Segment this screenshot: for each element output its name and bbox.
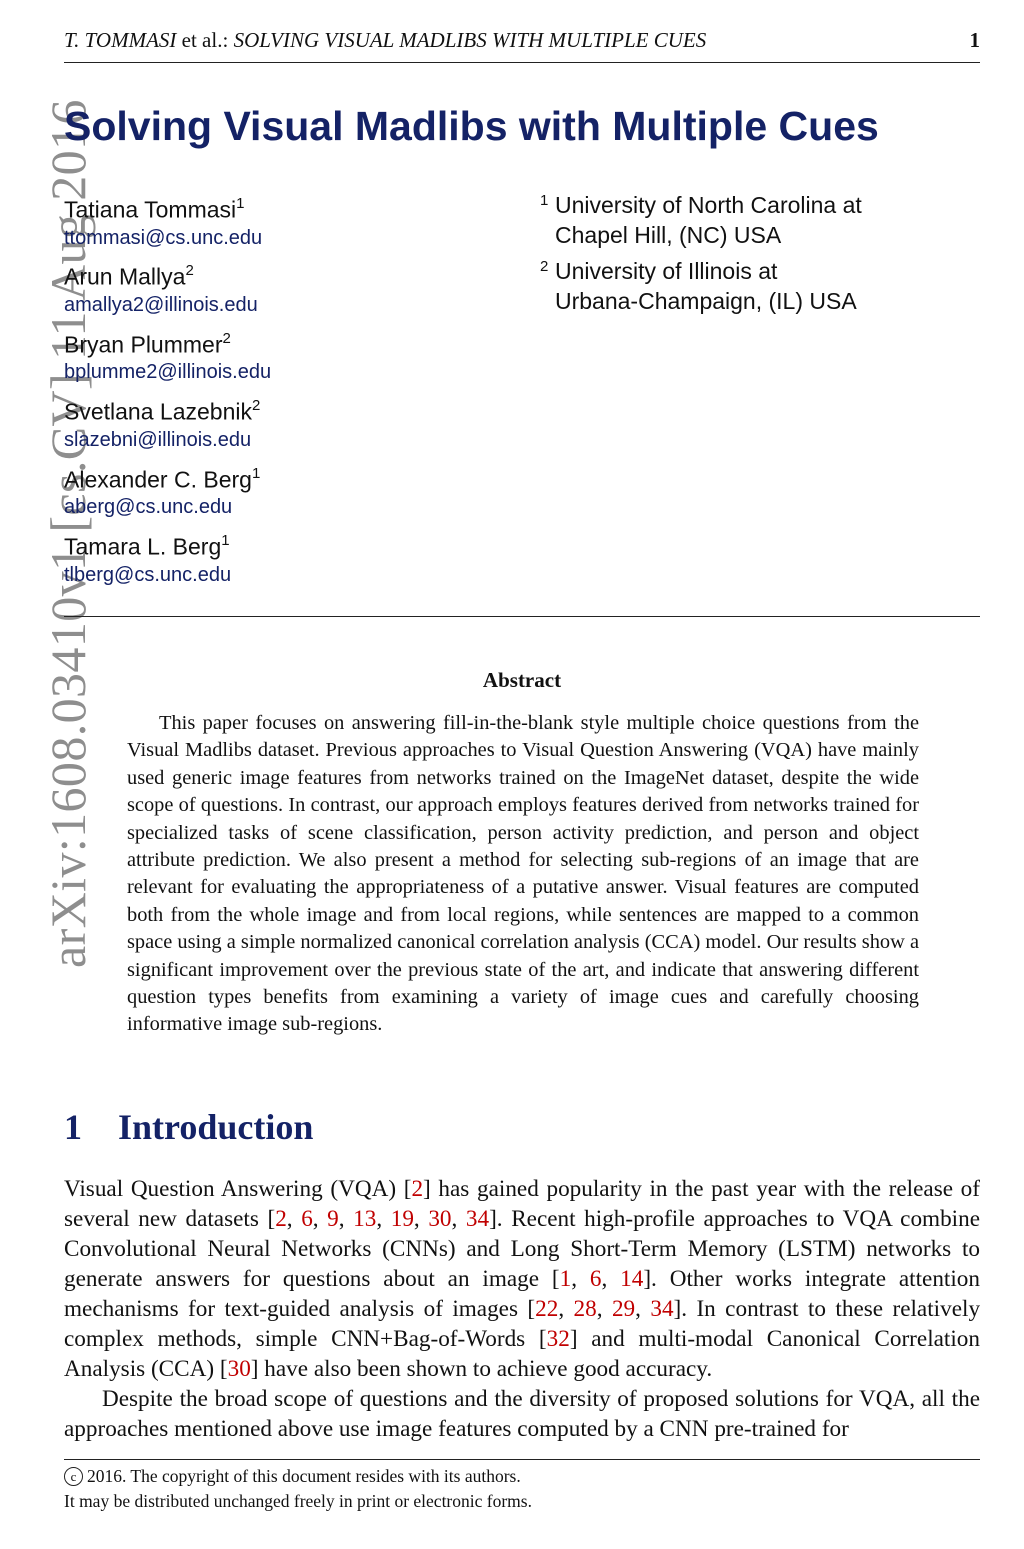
citation-link[interactable]: 14 — [620, 1266, 644, 1292]
citation-link[interactable]: 1 — [559, 1266, 572, 1292]
author-name: Tamara L. Berg$^1$ — [64, 531, 230, 560]
citation-link[interactable]: 34 — [465, 1206, 490, 1232]
citation-link[interactable]: 6 — [589, 1266, 602, 1292]
author-affiliation-mark: 2 — [251, 397, 261, 415]
copyright-footer — [64, 1464, 532, 1514]
author-block — [64, 460, 271, 527]
page-number: 1 — [969, 28, 980, 52]
author-list — [64, 190, 271, 594]
author-affiliation-mark: 1 — [251, 464, 261, 482]
author-affiliation-mark: 2 — [185, 262, 194, 280]
affiliation-line: University of North Carolina at — [555, 192, 862, 218]
header-author: T. TOMMASI — [64, 28, 177, 52]
citation-link[interactable]: 2 — [275, 1206, 287, 1232]
running-title — [64, 28, 706, 53]
affiliation-mark: 1 — [540, 192, 549, 209]
author-affiliation-mark: 2 — [222, 329, 231, 347]
section-title: Introduction — [118, 1107, 314, 1147]
affiliation-line: University of Illinois at — [555, 258, 778, 284]
header-etal: et al.: — [176, 28, 234, 52]
citation-link[interactable]: 19 — [390, 1206, 414, 1232]
paragraph: Despite the broad scope of questions and the diversity of proposed solutions for VQA, all the approaches mentioned above use image features computed by a CNN pre-trained for — [64, 1386, 980, 1442]
copyright-line: c 2016. The copyright of this document resides with its authors. — [64, 1464, 532, 1489]
author-email[interactable]: slazebni@illinois.edu — [64, 428, 252, 451]
section-heading — [64, 1106, 313, 1148]
abstract-heading: Abstract — [482, 668, 562, 692]
citation-link[interactable]: 30 — [227, 1356, 251, 1382]
author-name: Arun Mallya$^2$ — [64, 262, 194, 291]
copyright-icon: c — [64, 1467, 83, 1486]
author-block — [64, 190, 271, 257]
citation-link[interactable]: 29 — [611, 1296, 636, 1322]
running-header — [64, 26, 980, 63]
author-email[interactable]: bplumme2@illinois.edu — [64, 361, 272, 384]
affiliation-list — [540, 190, 862, 322]
distribution-line: It may be distributed unchanged freely in print or electronic forms. — [64, 1491, 532, 1511]
header-short-title: SOLVING VISUAL MADLIBS WITH MULTIPLE CUES — [233, 28, 707, 52]
paper-title: Solving Visual Madlibs with Multiple Cues — [64, 103, 879, 149]
author-name: Tatiana Tommasi$^1$ — [64, 195, 245, 223]
citation-link[interactable]: 28 — [573, 1296, 597, 1322]
affiliation-line: Urbana-Champaign, (IL) USA — [555, 288, 857, 314]
citation-link[interactable]: 2 — [411, 1176, 424, 1202]
affiliation-item — [540, 190, 862, 250]
citation-link[interactable]: 6 — [301, 1206, 313, 1232]
section-number: 1 — [64, 1107, 82, 1147]
author-affiliation-mark: 1 — [221, 531, 230, 549]
divider — [64, 616, 980, 617]
author-name: Bryan Plummer$^2$ — [64, 329, 231, 358]
affiliation-mark: 2 — [540, 258, 549, 275]
author-email[interactable]: amallya2@illinois.edu — [64, 294, 258, 317]
citation-link[interactable]: 22 — [535, 1296, 559, 1322]
affiliation-item — [540, 256, 862, 316]
author-affiliation-mark: 1 — [236, 195, 245, 212]
citation-link[interactable]: 13 — [353, 1206, 377, 1232]
author-email[interactable]: tlberg@cs.unc.edu — [64, 563, 232, 586]
author-email[interactable]: ttommasi@cs.unc.edu — [64, 226, 263, 249]
paragraph: Visual Question Answering (VQA) [2] has gained popularity in the past year with the release of several new datasets [2, 6, 9, 13, 19, 30, 34]. Recent high-profile approaches to VQA combine Convolutional Neural Networks (CNNs) and Long Short-Term Memory (LSTM) networks to generate answers for questions about an image [1, 6, 14]. Other works integrate attention mechanisms for text-guided analysis of images [22, 28, 29, 34]. In contrast to these relatively complex methods, simple CNN+Bag-of-Words [32] and multi-modal Canonical Correlation Analysis (CCA) [30] have also been shown to achieve good accuracy. — [64, 1176, 981, 1382]
citation-link[interactable]: 9 — [327, 1206, 339, 1232]
author-block — [64, 527, 271, 594]
citation-link[interactable]: 32 — [546, 1326, 570, 1352]
author-email[interactable]: aberg@cs.unc.edu — [64, 496, 233, 519]
author-name: Alexander C. Berg$^1$ — [64, 464, 261, 493]
author-block — [64, 392, 271, 459]
citation-link[interactable]: 34 — [650, 1296, 674, 1322]
citation-link[interactable]: 30 — [428, 1206, 452, 1232]
arxiv-watermark: arXiv:1608.03410v1 [cs.CV] 11 Aug 2016 — [40, 99, 96, 968]
introduction-body — [64, 1174, 980, 1444]
footer-divider — [64, 1459, 980, 1460]
author-block — [64, 257, 271, 324]
affiliation-line: Chapel Hill, (NC) USA — [555, 222, 782, 248]
abstract-text: This paper focuses on answering fill-in-the-blank style multiple choice questions from the Visual Madlibs dataset. Previous approaches to Visual Question Answering (VQA) have mainly used generic image features from networks trained on the ImageNet dataset, despite the wide scope of questions. In contrast, our approach employs features derived from networks trained for specialized tasks of scene classification, person activity prediction, and person and object attribute prediction. We also present a method for selecting sub-regions of an image that are relevant for evaluating the appropriateness of a putative answer. Visual features are computed both from the whole image and from local regions, while sentences are mapped to a common space using a simple normalized canonical correlation analysis (CCA) model. Our results show a significant improvement over the previous state of the art, and indicate that answering different question types benefits from examining a variety of image cues and carefully choosing informative image sub-regions. — [127, 712, 919, 1036]
author-name: Svetlana Lazebnik$^2$ — [64, 397, 261, 425]
author-block — [64, 325, 271, 392]
